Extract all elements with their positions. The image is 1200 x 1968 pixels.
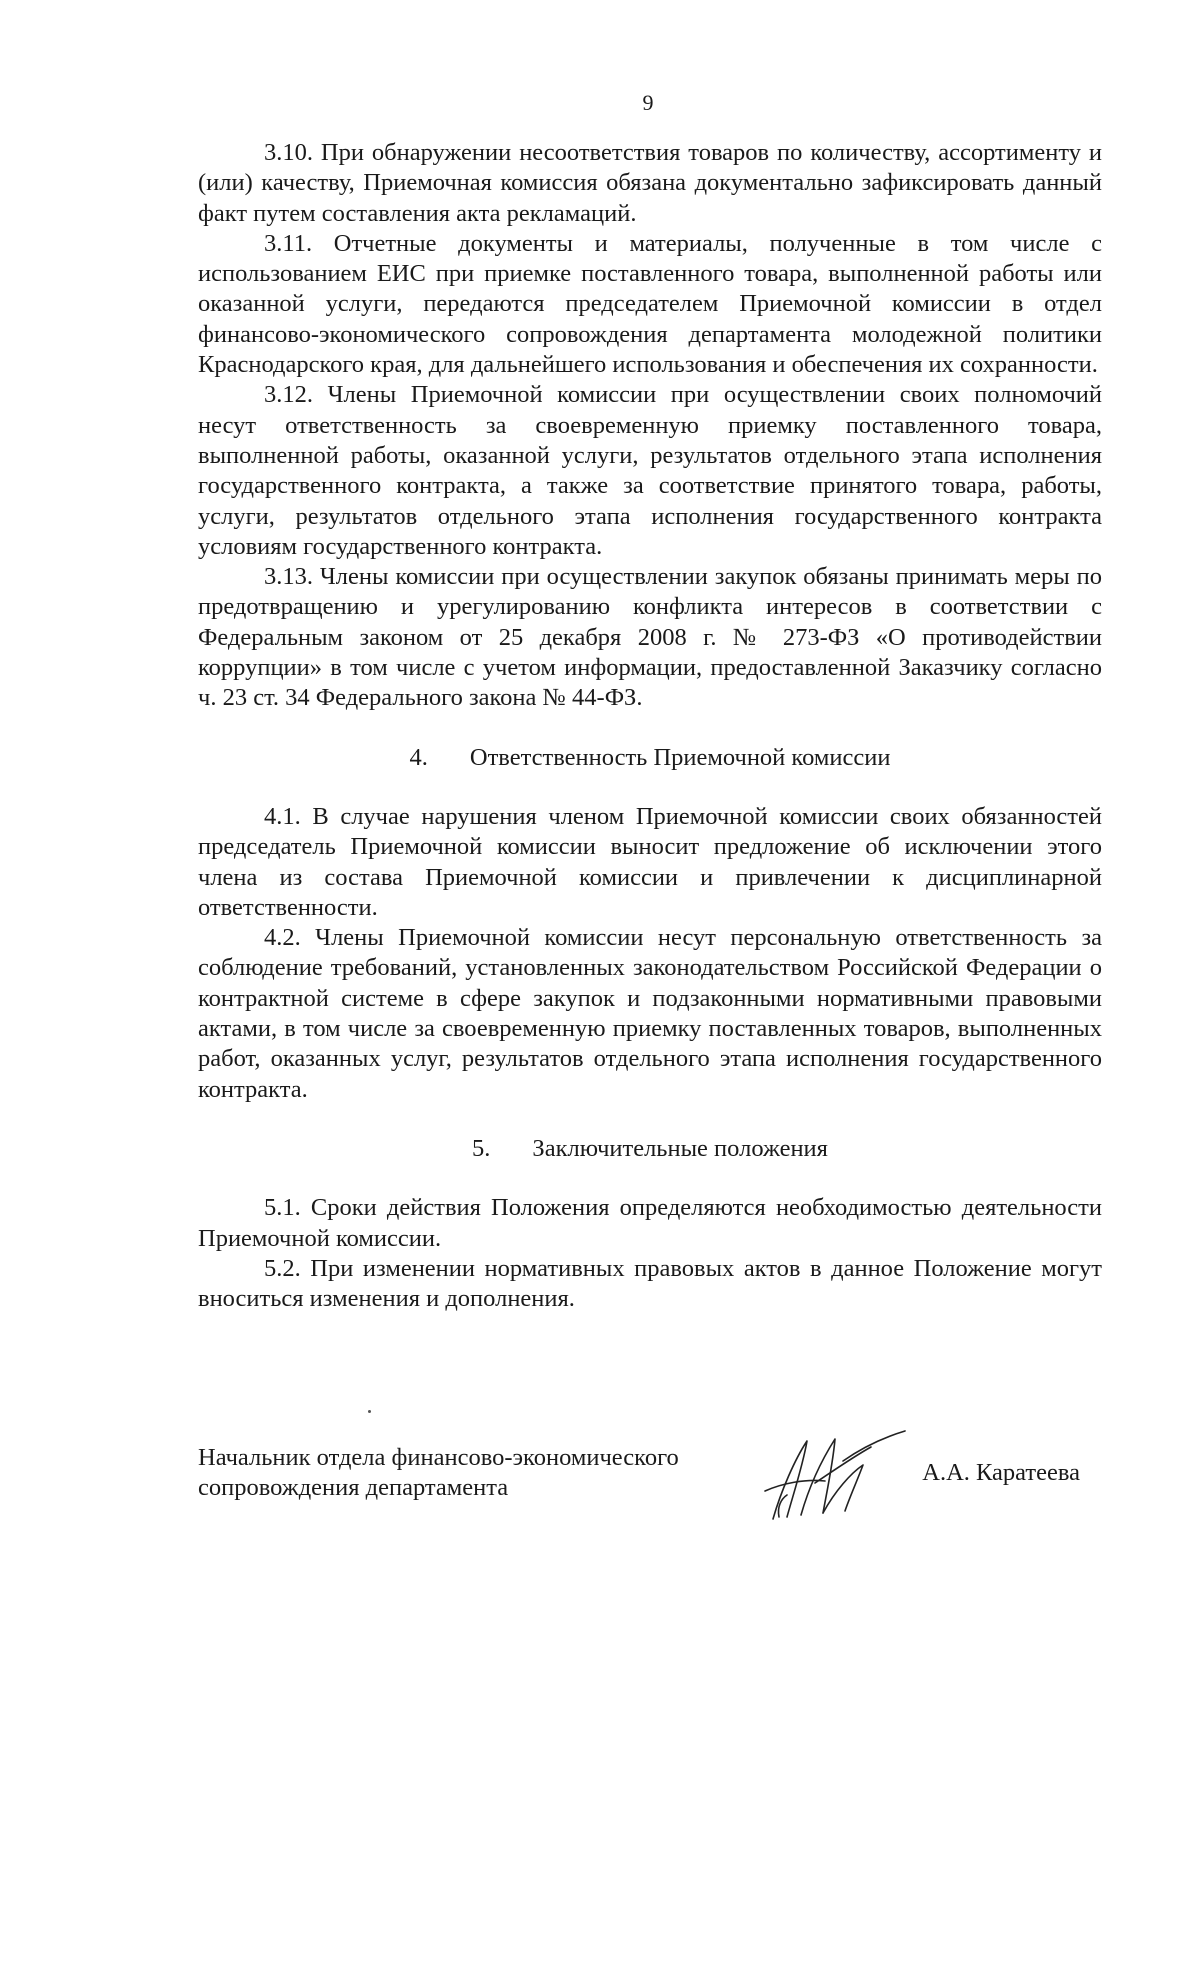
signer-name: А.А. Каратеева: [922, 1459, 1080, 1486]
section-4-number: 4.: [409, 743, 428, 771]
page-number: 9: [642, 90, 654, 115]
paragraph-4-1: 4.1. В случае нарушения членом Приемочной комиссии своих обязанностей председатель Приемочной комиссии выносит предложение об исключении этого члена из состава Приемочной комиссии и привлечении к дисциплинарной ответственности.: [198, 802, 1102, 921]
handwritten-signature: [743, 1421, 913, 1526]
paragraph-3-11: 3.11. Отчетные документы и материалы, полученные в том числе с использованием ЕИС при приемке поставленного товара, выполненной работы или оказанной услуги, передаются председателем Приемочной комиссии в отдел финансово-экономического сопровождения департамента молодежной политики Краснодарского края, для дальнейшего использования и обеспечения их сохранности.: [198, 229, 1102, 379]
paragraph-3-10: 3.10. При обнаружении несоответствия товаров по количеству, ассортименту и (или) качеству, Приемочная комиссия обязана документально зафиксировать данный факт путем составления акта рекламаций.: [198, 139, 1102, 227]
signature-block: [198, 1443, 1102, 1533]
signer-position-line-1: Начальник отдела финансово-экономического: [198, 1444, 679, 1471]
signer-position-line-2: сопровождения департамента: [198, 1474, 509, 1502]
paragraph-5-1: 5.1. Сроки действия Положения определяются необходимостью деятельности Приемочной комиссии.: [198, 1194, 1102, 1252]
section-4-title: Ответственность Приемочной комиссии: [469, 743, 891, 771]
section-5-title: Заключительные положения: [532, 1134, 828, 1162]
section-4-heading: [198, 743, 1102, 773]
section-5-number: 5.: [472, 1134, 491, 1162]
document-body: [198, 138, 1102, 1314]
scan-speck: [368, 1410, 371, 1413]
section-5-heading: [198, 1134, 1102, 1164]
paragraph-3-13: 3.13. Члены комиссии при осуществлении закупок обязаны принимать меры по предотвращению и урегулированию конфликта интересов в соответствии с Федеральным законом от 25 декабря 2008 г. № 273-ФЗ «О противодействии коррупции» в том числе с учетом информации, предоставленной Заказчику согласно ч. 23 ст. 34 Федерального закона № 44-ФЗ.: [198, 563, 1102, 712]
signer-position: [198, 1443, 758, 1504]
paragraph-4-2: 4.2. Члены Приемочной комиссии несут персональную ответственность за соблюдение требований, установленных законодательством Российской Федерации о контрактной системе в сфере закупок и подзаконными нормативными правовыми актами, в том числе за своевременную приемку поставленных товаров, выполненных работ, оказанных услуг, результатов отдельного этапа исполнения государственного контракта.: [198, 924, 1102, 1103]
paragraph-5-2: 5.2. При изменении нормативных правовых актов в данное Положение могут вноситься изменения и дополнения.: [198, 1254, 1102, 1313]
paragraph-3-12: 3.12. Члены Приемочной комиссии при осуществлении своих полномочий несут ответственность за своевременную приемку поставленного товара, выполненной работы, оказанной услуги, результатов отдельного этапа исполнения государственного контракта, а также за соответствие принятого товара, работы, услуги, результатов отдельного этапа исполнения государственного контракта условиям государственного контракта.: [198, 381, 1102, 560]
